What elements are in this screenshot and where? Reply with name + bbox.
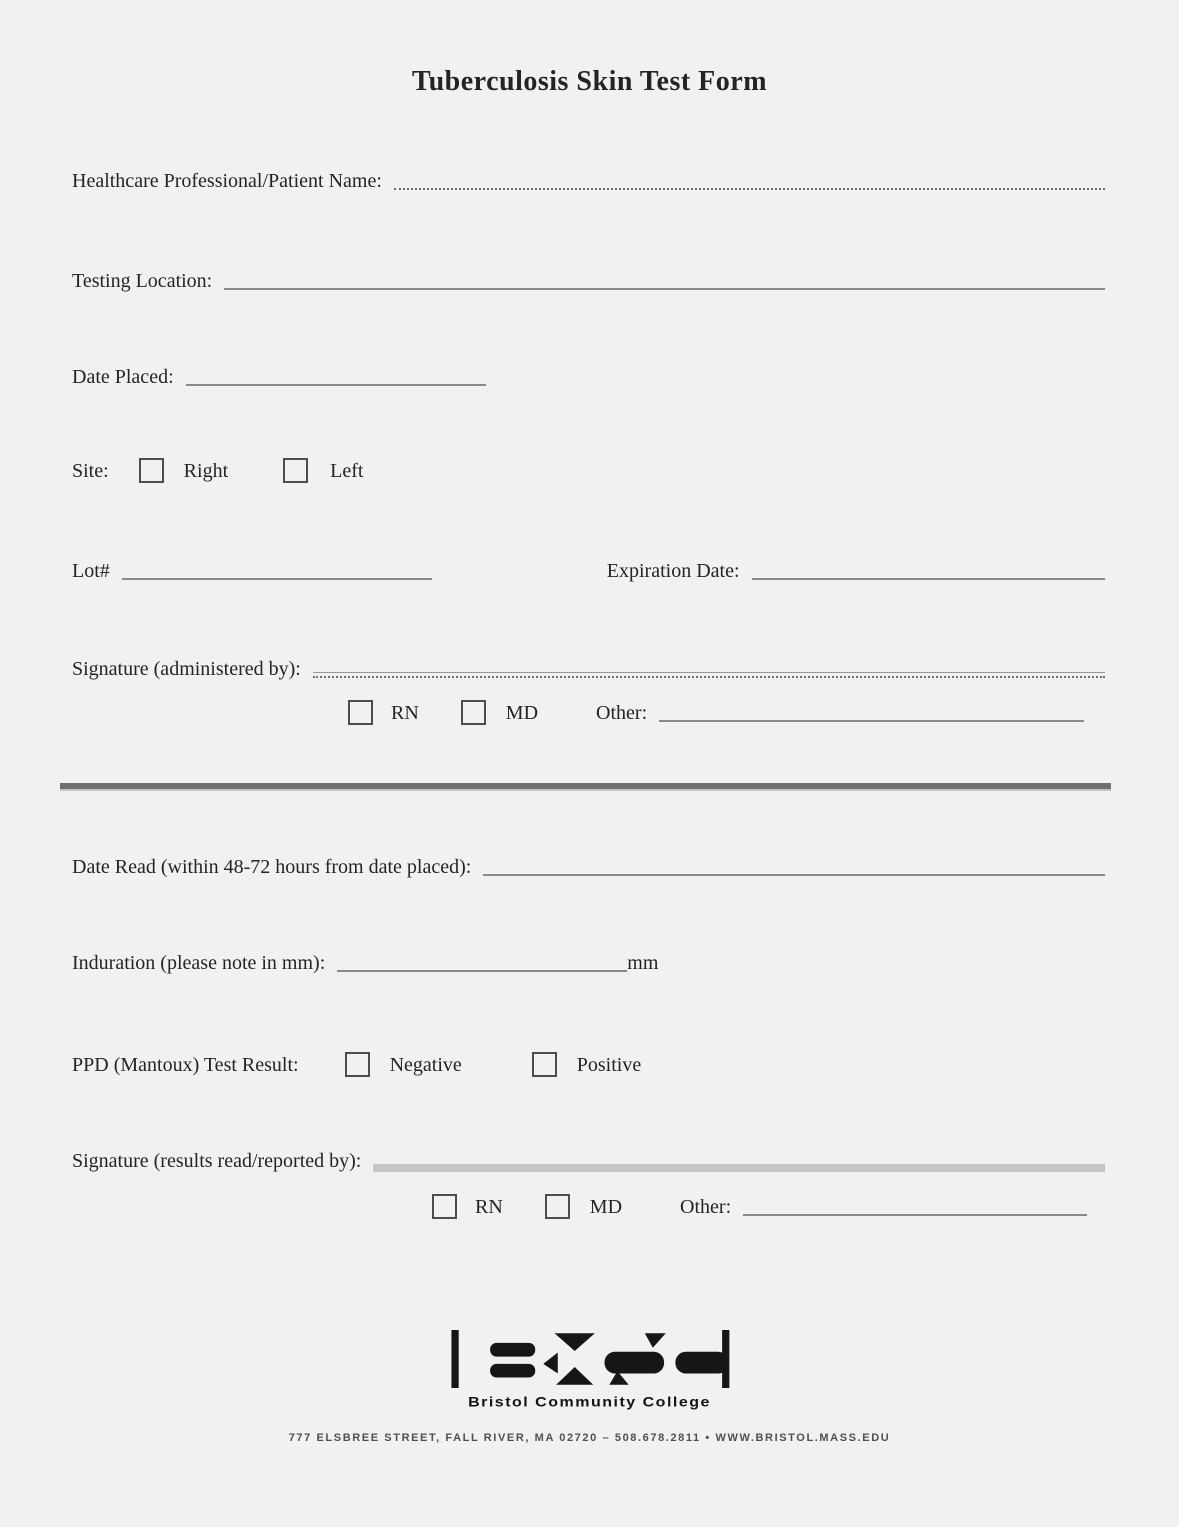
- rn-label-administered: RN: [391, 702, 419, 724]
- footer-logo-block: [0, 1326, 1179, 1412]
- footer-address: 777 ELSBREE STREET, FALL RIVER, MA 02720 – 508.678.2811 • WWW.BRISTOL.MASS.EDU: [288, 1432, 891, 1444]
- testing-location-row: [72, 270, 1105, 293]
- date-placed-input-line[interactable]: [186, 384, 486, 386]
- expiration-input-line[interactable]: [752, 578, 1105, 580]
- other-label-administered: Other:: [596, 702, 648, 724]
- page-title: Tuberculosis Skin Test Form: [411, 66, 768, 97]
- other-input-line-administered[interactable]: [659, 720, 1084, 722]
- signature-administered-label: Signature (administered by):: [72, 658, 301, 680]
- testing-location-input-line[interactable]: [224, 288, 1105, 290]
- site-right-checkbox[interactable]: [139, 458, 164, 483]
- date-placed-label: Date Placed:: [72, 366, 174, 388]
- date-read-input-line[interactable]: [483, 874, 1105, 876]
- expiration-label: Expiration Date:: [606, 560, 740, 582]
- credentials-administered-row: [348, 700, 1084, 725]
- site-label: Site:: [72, 460, 109, 482]
- positive-checkbox[interactable]: [532, 1052, 557, 1077]
- lot-label: Lot#: [72, 560, 110, 582]
- positive-label: Positive: [576, 1054, 642, 1076]
- signature-administered-row: [72, 658, 1105, 681]
- date-read-label: Date Read (within 48-72 hours from date placed):: [72, 856, 472, 878]
- site-row: [72, 458, 1105, 483]
- site-left-checkbox[interactable]: [283, 458, 308, 483]
- date-placed-row: [72, 366, 1105, 389]
- md-label-administered: MD: [505, 702, 539, 724]
- signature-results-row: [72, 1150, 1105, 1173]
- name-input-line[interactable]: [394, 188, 1105, 190]
- induration-input-line[interactable]: [337, 970, 627, 972]
- college-name-label: Bristol Community College: [468, 1395, 711, 1410]
- other-input-line-results[interactable]: [743, 1214, 1087, 1216]
- induration-row: [72, 952, 1105, 975]
- negative-label: Negative: [389, 1054, 462, 1076]
- md-checkbox-administered[interactable]: [461, 700, 486, 725]
- credentials-results-row: [432, 1194, 1087, 1219]
- lot-input-line[interactable]: [122, 578, 432, 580]
- date-read-row: [72, 856, 1105, 879]
- rn-checkbox-results[interactable]: [432, 1194, 457, 1219]
- negative-checkbox[interactable]: [345, 1052, 370, 1077]
- ppd-result-label: PPD (Mantoux) Test Result:: [72, 1054, 299, 1076]
- other-label-results: Other:: [680, 1196, 732, 1218]
- signature-results-input-line[interactable]: [373, 1164, 1105, 1172]
- rn-checkbox-administered[interactable]: [348, 700, 373, 725]
- induration-label: Induration (please note in mm):: [72, 952, 326, 974]
- rn-label-results: RN: [475, 1196, 503, 1218]
- signature-administered-input-line[interactable]: [313, 672, 1105, 678]
- md-checkbox-results[interactable]: [545, 1194, 570, 1219]
- testing-location-label: Testing Location:: [72, 270, 213, 292]
- site-right-label: Right: [183, 460, 229, 482]
- site-left-label: Left: [330, 460, 364, 482]
- name-label: Healthcare Professional/Patient Name:: [72, 170, 382, 192]
- name-field-row: [72, 170, 1105, 193]
- lot-expiration-row: [72, 560, 1105, 583]
- bcc-logo-icon: [445, 1326, 735, 1392]
- signature-results-label: Signature (results read/reported by):: [72, 1150, 362, 1172]
- md-label-results: MD: [589, 1196, 623, 1218]
- section-divider: [60, 783, 1111, 791]
- induration-unit-label: mm: [627, 952, 659, 974]
- ppd-result-row: [72, 1052, 1105, 1077]
